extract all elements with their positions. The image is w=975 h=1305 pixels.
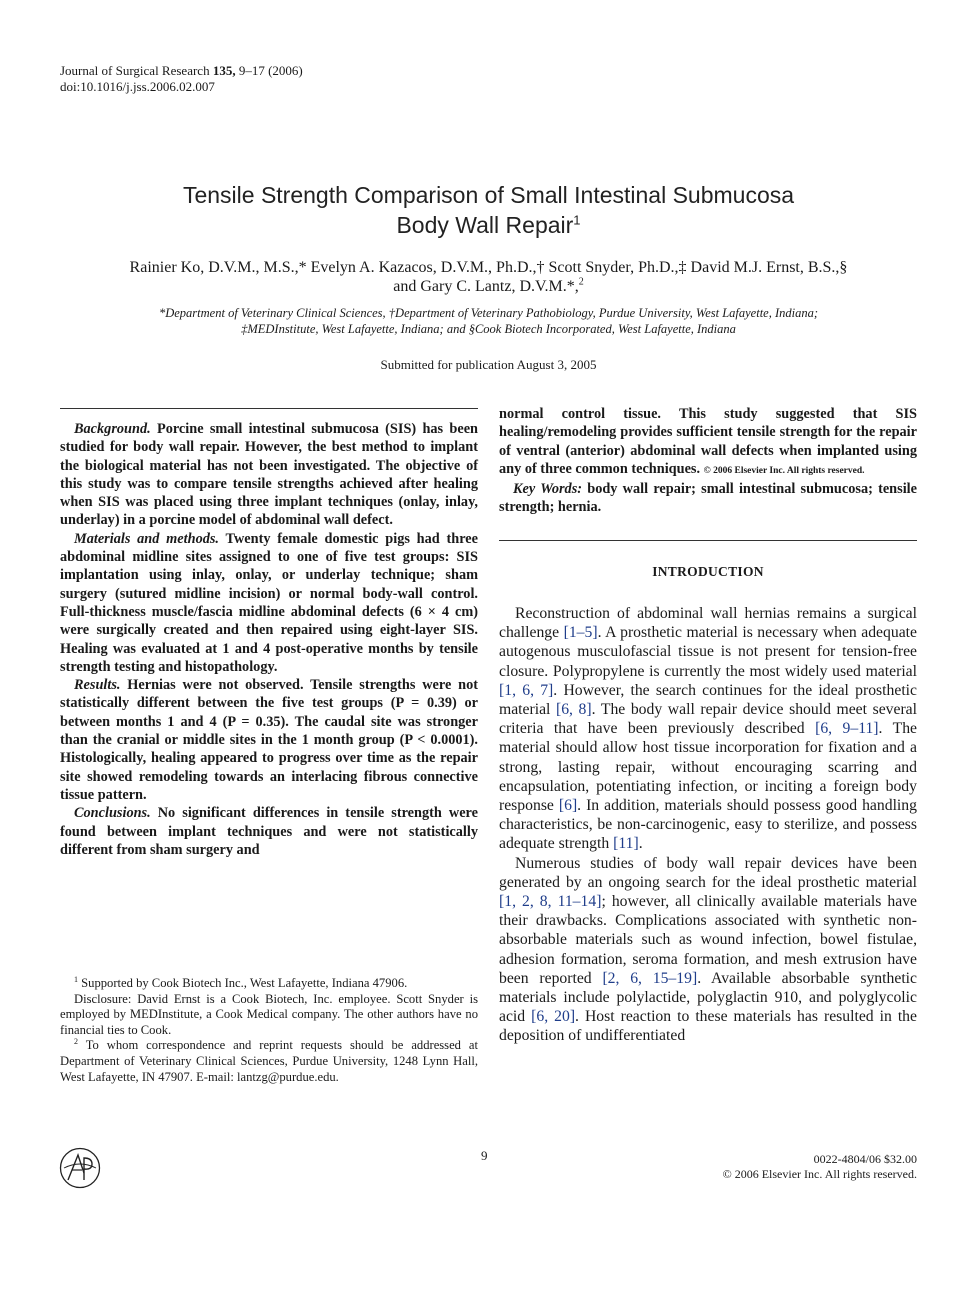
- background-text: Porcine small intestinal submucosa (SIS) has been studied for body wall repair. However, the best method to implant the biological material has not been investigated. The objective of this study was to compare tensile strengths achieved after healing when SIS was placed using three implant techniques (onlay, inlay, underlay) in a porcine model of abdominal wall defect.: [60, 421, 478, 529]
- authors-line-1: Rainier Ko, D.V.M., M.S.,* Evelyn A. Kazacos, D.V.M., Ph.D.,† Scott Snyder, Ph.D.,‡ David M.J. Ernst, B.S.,§: [129, 259, 848, 276]
- abstract-conclusions-continued: [499, 405, 917, 480]
- affiliation-line-1: *Department of Veterinary Clinical Sciences, †Department of Veterinary Pathobiology, Purdue University, West Lafayette, Indiana;: [158, 306, 819, 320]
- article-title: [60, 180, 917, 240]
- title-footnote-mark[interactable]: 1: [573, 212, 581, 228]
- footnote-1-mark: 1: [74, 974, 78, 984]
- citation-link[interactable]: [11]: [613, 835, 639, 853]
- author-list: [52, 258, 925, 296]
- citation-link[interactable]: [1–5]: [563, 624, 598, 642]
- footnote-1: [60, 976, 478, 992]
- keywords-text: body wall repair; small intestinal submucosa; tensile strength; hernia.: [499, 481, 917, 516]
- paragraph-text: . The material should allow host tissue incorporation for fixation and a strong, lasting repair, without encouraging scarring and encapsulation, potentiating infection, or inciting a foreign body response: [499, 720, 918, 815]
- abstract-top-rule: [60, 408, 478, 409]
- abstract-methods: [60, 530, 478, 676]
- journal-pages: 9–17 (2006): [238, 63, 303, 78]
- citation-link[interactable]: [6]: [558, 797, 578, 815]
- footnote-2-mark: 2: [74, 1037, 78, 1047]
- abstract-background: [60, 420, 478, 530]
- paragraph-text: . The body wall repair device should meet several criteria that have been previously described: [499, 701, 918, 738]
- paragraph-text: Reconstruction of abdominal wall hernias remains a surgical challenge: [499, 605, 917, 642]
- citation-link[interactable]: [1, 6, 7]: [499, 681, 554, 699]
- introduction-body: [499, 604, 917, 1046]
- introduction-paragraph-1: [499, 604, 917, 854]
- issn-price: 0022-4804/06 $32.00: [813, 1152, 917, 1166]
- title-line-1: Tensile Strength Comparison of Small Intestinal Submucosa: [182, 182, 795, 208]
- footnotes: [60, 976, 478, 1085]
- results-label: Results.: [74, 677, 121, 694]
- methods-text: Twenty female domestic pigs had three abdominal midline sites assigned to one of five test groups: SIS implantation using inlay, onlay, or underlay technique; sham surgery (sutured midline incision) or normal body-wall control. Full-thickness muscle/fascia midline abdominal defects (6 × 4 cm) were surgically created and then repaired using eight-layer SIS. Healing was evaluated at 1 and 4 post-operative months by tensile strength testing and histopathology.: [60, 530, 478, 675]
- abstract-column-right: [499, 405, 917, 517]
- ap-logo-icon: [58, 1146, 102, 1190]
- citation-link[interactable]: [1, 2, 8, 11–14]: [499, 893, 602, 911]
- conclusions-label: Conclusions.: [74, 805, 151, 822]
- conclusions-text-continued: normal control tissue. This study suggested that SIS healing/remodeling provides sufficient tensile strength for the repair of ventral (anterior) abdominal wall defects when implanted using any of three common techniques.: [499, 406, 917, 477]
- methods-label: Materials and methods.: [74, 530, 219, 547]
- affiliation-line-2: ‡MEDInstitute, West Lafayette, Indiana; and §Cook Biotech Incorporated, West Lafayette, Indiana: [241, 322, 736, 336]
- footer-publisher-info: [620, 1152, 917, 1182]
- citation-link[interactable]: [2, 6, 15–19]: [602, 969, 698, 987]
- author-footnote-mark[interactable]: 2: [578, 276, 584, 288]
- journal-volume: 135,: [212, 63, 236, 78]
- section-heading-introduction: INTRODUCTION: [652, 564, 764, 579]
- paragraph-text: . Available absorbable synthetic materials include polylactide, polyglactin 910, and polyglycolic acid: [499, 969, 917, 1026]
- paragraph-text: . In addition, materials should possess good handling characteristics, be non-carcinogenic, easy to sterilize, and possess adequate strength: [499, 797, 917, 853]
- footnote-1-text: Supported by Cook Biotech Inc., West Lafayette, Indiana 47906.: [78, 976, 408, 990]
- footer-copyright: © 2006 Elsevier Inc. All rights reserved.: [722, 1167, 917, 1181]
- conclusions-text: No significant differences in tensile strength were found between implant techniques and were not statistically different from sham surgery and: [60, 805, 478, 858]
- page-number: 9: [481, 1148, 488, 1163]
- doi[interactable]: doi:10.1016/j.jss.2006.02.007: [60, 79, 215, 94]
- title-line-2: Body Wall Repair: [396, 212, 574, 238]
- paragraph-text: ; however, all clinically available materials have their drawbacks. Complications associated with synthetic non-absorbable materials such as wound infection, bowel fistulae, adhesion formation, seroma formation, and mesh extrusion have been reported: [499, 893, 918, 987]
- paragraph-text: . A prosthetic material is necessary when adequate autogenous musculofascial tissue is not present for tension-free closure. Polypropylene is currently the most widely used material: [499, 624, 917, 680]
- keywords-label: Key Words:: [513, 481, 583, 498]
- citation-link[interactable]: [6, 8]: [555, 701, 592, 719]
- paragraph-text: . Host reaction to these materials has resulted in the deposition of undifferentiated: [499, 1008, 917, 1045]
- logo-letters: AP: [79, 1186, 81, 1187]
- footnote-2-text: To whom correspondence and reprint requests should be addressed at Department of Veterinary Clinical Sciences, Purdue University, 1248 Lynn Hall, West Lafayette, IN 47907. E-mail: lantzg@purdue.edu.: [60, 1038, 478, 1084]
- footnote-1-disclosure: Disclosure: David Ernst is a Cook Biotech, Inc. employee. Scott Snyder is employed by MEDInstitute, a Cook Medical company. The other authors have no financial ties to Cook.: [60, 991, 478, 1037]
- abstract-results: [60, 676, 478, 804]
- affiliations: [60, 305, 917, 337]
- paragraph-text: .: [638, 835, 643, 853]
- journal-name: Journal of Surgical Research: [60, 63, 210, 78]
- footnote-2: [60, 1038, 478, 1085]
- citation-link[interactable]: [6, 9–11]: [815, 720, 879, 738]
- abstract-bottom-rule: [499, 540, 917, 541]
- publisher-logo: [58, 1146, 102, 1190]
- submission-date: Submitted for publication August 3, 2005: [380, 357, 597, 372]
- results-text: Hernias were not observed. Tensile strengths were not statistically different between the five test groups (P = 0.39) or between months 1 and 4 (P = 0.35). The caudal site was stronger than the cranial or middle sites in the 1 month group (P < 0.0001). Histologically, healing appeared to progress over time as the repair site showed remodeling towards an interlacing fibrous connective tissue pattern.: [60, 677, 478, 803]
- abstract-column-left: [60, 420, 478, 859]
- background-label: Background.: [74, 421, 151, 437]
- paragraph-text: . However, the search continues for the ideal prosthetic material: [499, 681, 917, 719]
- introduction-paragraph-2: [499, 854, 917, 1046]
- abstract-conclusions: [60, 804, 478, 859]
- abstract-keywords: [499, 480, 917, 517]
- abstract-copyright: © 2006 Elsevier Inc. All rights reserved.: [703, 465, 865, 476]
- authors-line-2: and Gary C. Lantz, D.V.M.*,: [393, 278, 579, 295]
- citation-link[interactable]: [6, 20]: [531, 1008, 576, 1026]
- journal-citation: [60, 63, 303, 95]
- paragraph-text: Numerous studies of body wall repair devices have been generated by an ongoing search for the ideal prosthetic material: [499, 854, 917, 891]
